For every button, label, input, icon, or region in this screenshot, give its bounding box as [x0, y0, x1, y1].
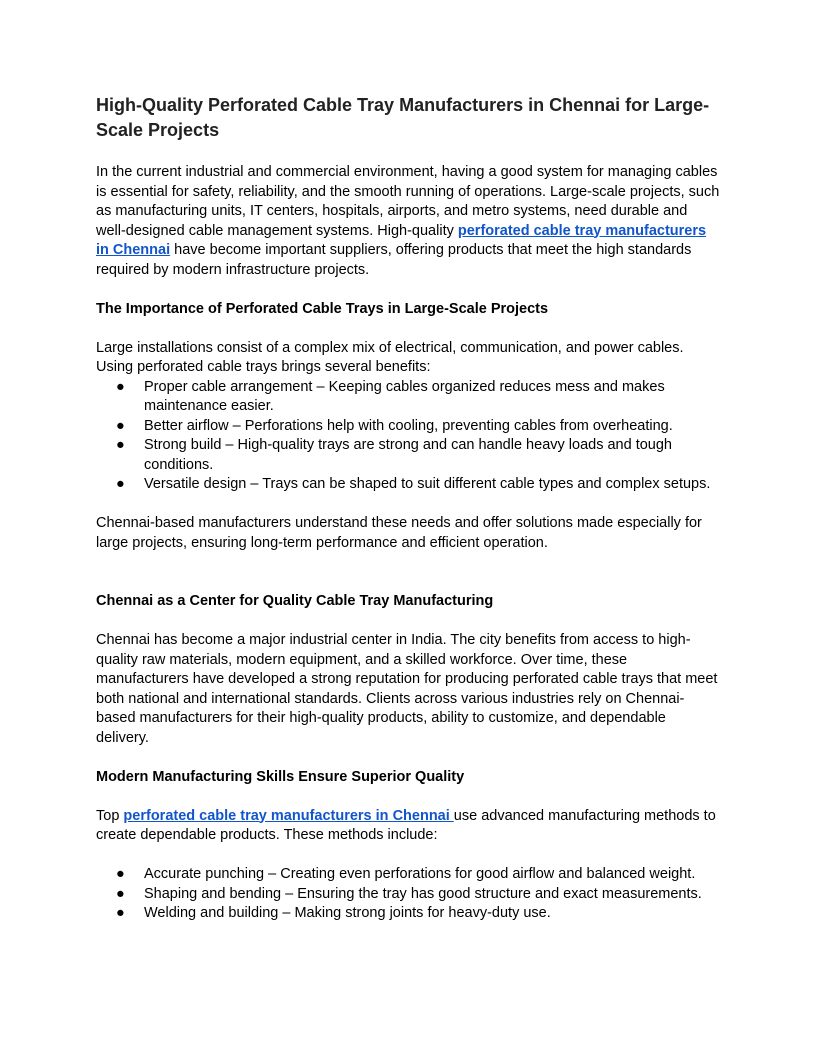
bullet-icon: ●: [116, 417, 125, 434]
modern-manufacturers-link[interactable]: perforated cable tray manufacturers in Chennai: [123, 807, 454, 824]
intro-paragraph: [96, 163, 720, 280]
modern-text-before-link: Top: [96, 807, 124, 824]
bullet-icon: ●: [116, 476, 125, 492]
list-item-text: Better airflow – Perforations help with cooling, preventing cables from overheating.: [144, 417, 673, 434]
intro-manufacturers-link[interactable]: perforated cable tray manufacturers in Chennai: [96, 222, 707, 258]
document-page: [96, 93, 720, 924]
bullet-icon: ●: [116, 437, 125, 453]
list-item-text: Welding and building – Making strong joints for heavy-duty use.: [144, 905, 551, 921]
methods-list: [96, 865, 720, 924]
list-item: [96, 904, 720, 924]
list-item: [96, 417, 720, 437]
document-title: High-Quality Perforated Cable Tray Manufacturers in Chennai for Large-Scale Projects: [96, 95, 710, 140]
list-item-text: Versatile design – Trays can be shaped to suit different cable types and complex setups.: [144, 476, 711, 492]
list-item: [96, 378, 720, 417]
section-heading-chennai-center: Chennai as a Center for Quality Cable Tray Manufacturing: [96, 593, 494, 609]
section-heading-importance: The Importance of Perforated Cable Trays in Large-Scale Projects: [96, 300, 549, 317]
modern-text-after-link: use advanced manufacturing methods to create dependable products. These methods include:: [96, 807, 716, 843]
chennai-center-paragraph: Chennai has become a major industrial center in India. The city benefits from access to high-quality raw materials, modern equipment, and a skilled workforce. Over time, these manufacturers have developed a strong reputation for producing perforated cable trays that meet both national and international standards. Clients across various industries rely on Chennai-based manufacturers for their high-quality products, ability to customize, and dependable delivery.: [96, 632, 718, 746]
modern-manufacturing-paragraph: [96, 807, 720, 846]
list-item: [96, 885, 720, 905]
bullet-icon: ●: [116, 885, 125, 902]
list-item-text: Accurate punching – Creating even perforations for good airflow and balanced weight.: [144, 866, 696, 882]
list-item: [96, 436, 720, 475]
list-item: [96, 865, 720, 885]
list-item: [96, 475, 720, 495]
list-item-text: Proper cable arrangement – Keeping cables organized reduces mess and makes maintenance easier.: [144, 378, 665, 414]
intro-text-after-link: have become important suppliers, offering products that meet the high standards required by modern infrastructure projects.: [96, 242, 692, 278]
list-item-text: Shaping and bending – Ensuring the tray has good structure and exact measurements.: [144, 885, 702, 902]
bullet-icon: ●: [116, 866, 125, 882]
intro-text-before-link: In the current industrial and commercial environment, having a good system for managing cables is essential for safety, reliability, and the smooth running of operations. Large-scale projects, such as manufacturing units, IT centers, hospitals, airports, and metro systems, need durable and well-designed cable management systems. High-quality: [96, 164, 720, 239]
benefits-list: [96, 378, 720, 495]
bullet-icon: ●: [116, 378, 125, 395]
list-item-text: Strong build – High-quality trays are strong and can handle heavy loads and tough conditions.: [144, 437, 672, 473]
importance-intro-paragraph: Large installations consist of a complex mix of electrical, communication, and power cables. Using perforated cable trays brings several benefits:: [96, 339, 684, 375]
bullet-icon: ●: [116, 905, 125, 921]
importance-outro-paragraph: Chennai-based manufacturers understand these needs and offer solutions made especially for large projects, ensuring long-term performance and efficient operation.: [96, 515, 702, 551]
section-heading-modern-manufacturing: Modern Manufacturing Skills Ensure Superior Quality: [96, 768, 465, 785]
